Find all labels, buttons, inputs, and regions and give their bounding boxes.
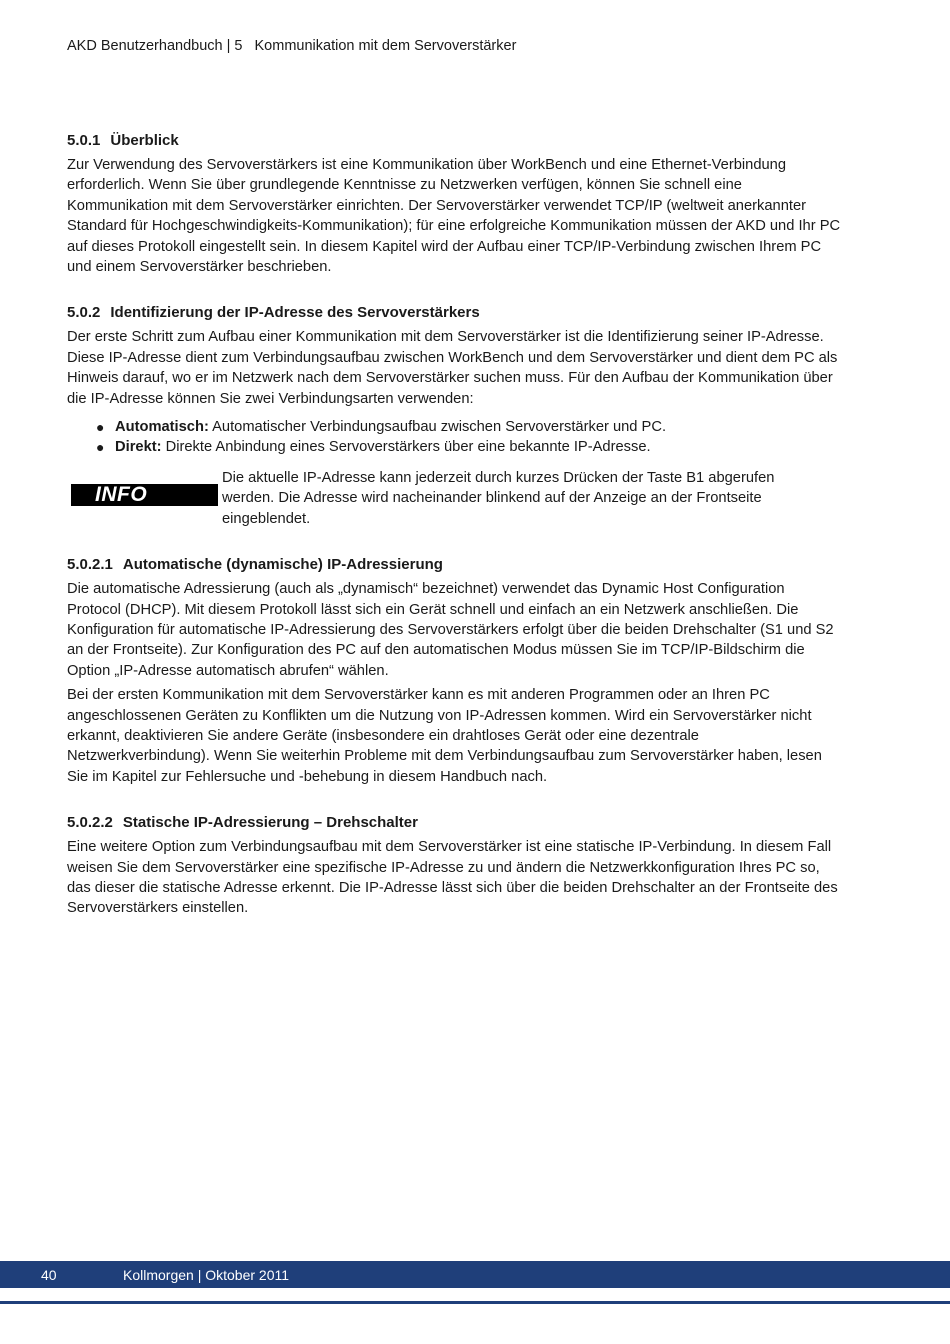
list-item-text: Automatischer Verbindungsaufbau zwischen Servoverstärker und PC. <box>208 419 667 436</box>
info-note <box>67 468 842 529</box>
bullet-icon: ● <box>96 419 105 436</box>
paragraph: Bei der ersten Kommunikation mit dem Servoverstärker kann es mit anderen Programmen oder an Ihren PC angeschlossenen Geräten zu Konflikten um die Nutzung von IP-Adressen kommen. Wird ein Servoverstärker nicht erkannt, deaktivieren Sie andere Geräte (insbesondere ein drahtloses Gerät oder eine dezentrale Netzwerkverbindung). Wenn Sie weiterhin Probleme mit dem Verbindungsaufbau zum Servoverstärker haben, lesen Sie im Kapitel zur Fehlersuche und -behebung in diesem Handbuch nach. <box>67 687 822 785</box>
section-title: Statische IP-Adressierung – Drehschalter <box>122 814 418 832</box>
section-heading <box>67 555 842 574</box>
section-title: Automatische (dynamische) IP-Adressierung <box>122 556 443 574</box>
info-badge: INFO <box>71 484 218 506</box>
paragraph: Die automatische Adressierung (auch als „dynamisch“ bezeichnet) verwendet das Dynamic Host Configuration Protocol (DHCP). Mit diesem Protokoll lässt sich ein Gerät schnell und einfach an ein Netzwerk anschließen. Die Konfiguration für automatische IP-Adressierung des Servoverstärkers erfolgt über die beiden Drehschalter (S1 und S2 an der Frontseite). Zur Konfiguration des PC auf den automatischen Modus müssen Sie im TCP/IP-Bildschirm die Option „IP-Adresse automatisch abrufen“ wählen. <box>67 581 834 679</box>
section-5-0-1 <box>67 131 842 277</box>
section-heading <box>67 131 842 150</box>
paragraph: Eine weitere Option zum Verbindungsaufbau mit dem Servoverstärker ist eine statische IP-Verbindung. In diesem Fall weisen Sie dem Servoverstärker eine spezifische IP-Adresse zu und ändern die Netzwerkkonfiguration Ihres PC so, das dieser die statische Adresse erkennt. Die IP-Adresse lässt sich über die beiden Drehschalter an der Frontseite des Servoverstärkers einstellen. <box>67 839 838 917</box>
running-header <box>67 38 516 54</box>
footer-divider <box>0 1301 950 1304</box>
section-title: Überblick <box>110 132 179 149</box>
chapter-title: 5 Kommunikation mit dem Servoverstärker <box>234 38 517 54</box>
list-item-term: Direkt: <box>115 439 162 456</box>
section-5-0-2-2 <box>67 813 842 919</box>
section-heading <box>67 303 842 322</box>
section-title: Identifizierung der IP-Adresse des Servoverstärkers <box>110 304 480 322</box>
list-item-term: Automatisch: <box>115 419 209 436</box>
list-item-text: Direkte Anbindung eines Servoverstärkers über eine bekannte IP-Adresse. <box>161 439 651 456</box>
section-number: 5.0.2.1 <box>67 556 113 574</box>
list-item <box>96 417 842 437</box>
section-number: 5.0.2 <box>67 304 101 322</box>
section-number: 5.0.1 <box>67 132 101 149</box>
footer-text: Kollmorgen | Oktober 2011 <box>123 1267 290 1283</box>
page-content <box>67 131 842 945</box>
paragraph: Der erste Schritt zum Aufbau einer Kommunikation mit dem Servoverstärker ist die Identifizierung seiner IP-Adresse. Diese IP-Adresse dient zum Verbindungsaufbau zwischen WorkBench und dem Servoverstärker und dient dem PC als Hinweis darauf, wo er im Netzwerk nach dem Servoverstärker suchen muss. Für den Aufbau der Kommunikation über die IP-Adresse können Sie zwei Verbindungsarten verwenden: <box>67 329 838 407</box>
section-5-0-2-1 <box>67 555 842 787</box>
manual-title: AKD Benutzerhandbuch <box>67 38 223 54</box>
footer-bar <box>0 1261 950 1288</box>
section-number: 5.0.2.2 <box>67 814 113 832</box>
paragraph: Zur Verwendung des Servoverstärkers ist eine Kommunikation über WorkBench und eine Ethernet-Verbindung erforderlich. Wenn Sie über grundlegende Kenntnisse zu Netzwerken verfügen, können Sie schnell eine Kommunikation mit dem Servoverstärker einrichten. Der Servoverstärker verwendet TCP/IP (weltweit anerkannter Standard für Hochgeschwindigkeits-Kommunikation); für eine erfolgreiche Kommunikation müssen der AKD und Ihr PC auf dieses Protokoll eingestellt sein. In diesem Kapitel wird der Aufbau einer TCP/IP-Verbindung zwischen Ihrem PC und einem Servoverstärker beschrieben. <box>67 157 841 276</box>
header-separator: | <box>226 38 231 54</box>
bullet-icon: ● <box>96 439 105 456</box>
section-5-0-2 <box>67 303 842 529</box>
info-text: Die aktuelle IP-Adresse kann jederzeit durch kurzes Drücken der Taste B1 abgerufen werden. Die Adresse wird nacheinander blinkend auf der Anzeige an der Frontseite eingeblendet. <box>222 469 775 527</box>
section-heading <box>67 813 842 832</box>
connection-type-list <box>96 417 842 458</box>
page-number: 40 <box>41 1267 57 1283</box>
list-item <box>96 437 842 457</box>
